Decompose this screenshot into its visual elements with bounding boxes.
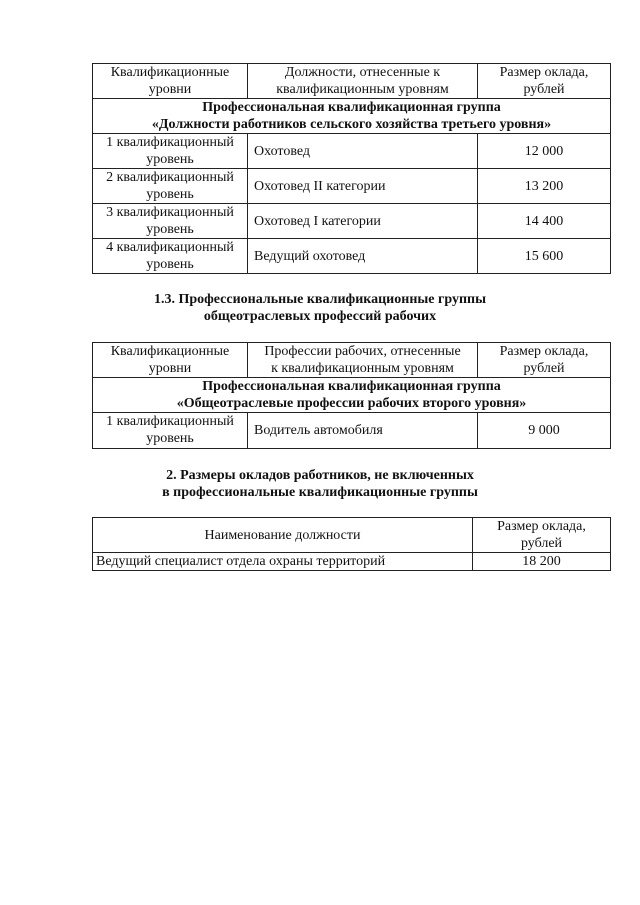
position-name: Охотовед [248, 134, 478, 169]
table-row [93, 239, 611, 274]
section-1-3-heading: 1.3. Профессиональные квалификационные группы общеотраслевых профессий рабочих [153, 292, 487, 324]
profession-name: Водитель автомобиля [248, 413, 478, 449]
qualification-level: 2 квалификационный уровень [93, 169, 248, 204]
table-row [93, 134, 611, 169]
salary-value: 9 000 [478, 413, 611, 449]
position-name: Охотовед I категории [248, 204, 478, 239]
salary-value: 15 600 [478, 239, 611, 274]
group-row [93, 378, 611, 413]
table-3-header-row [93, 518, 611, 553]
table-row [93, 553, 611, 571]
header-professions: Профессии рабочих, отнесенные к квалификационным уровням [248, 343, 478, 378]
table-row [93, 204, 611, 239]
group-title: Профессиональная квалификационная группа «Должности работников сельского хозяйства третьего уровня» [93, 99, 611, 134]
position-name: Ведущий специалист отдела охраны территорий [93, 553, 473, 571]
qualification-level: 4 квалификационный уровень [93, 239, 248, 274]
group-row [93, 99, 611, 134]
salary-value: 14 400 [478, 204, 611, 239]
qualification-level: 3 квалификационный уровень [93, 204, 248, 239]
group-title: Профессиональная квалификационная группа «Общеотраслевые профессии рабочих второго уровня» [93, 378, 611, 413]
table-2-salaries-workers [92, 342, 611, 449]
position-name: Ведущий охотовед [248, 239, 478, 274]
header-levels: Квалификационные уровни [93, 343, 248, 378]
table-1-salaries-hunting [92, 63, 611, 274]
qualification-level: 1 квалификационный уровень [93, 413, 248, 449]
table-1-header-row [93, 64, 611, 99]
table-row [93, 413, 611, 449]
table-3-salaries-other [92, 517, 611, 571]
header-salary: Размер оклада, рублей [478, 64, 611, 99]
salary-value: 12 000 [478, 134, 611, 169]
salary-value: 13 200 [478, 169, 611, 204]
qualification-level: 1 квалификационный уровень [93, 134, 248, 169]
header-position-name: Наименование должности [93, 518, 473, 553]
salary-value: 18 200 [473, 553, 611, 571]
table-row [93, 169, 611, 204]
position-name: Охотовед II категории [248, 169, 478, 204]
header-positions: Должности, отнесенные к квалификационным уровням [248, 64, 478, 99]
header-salary: Размер оклада, рублей [478, 343, 611, 378]
header-levels: Квалификационные уровни [93, 64, 248, 99]
table-2-header-row [93, 343, 611, 378]
section-2-heading: 2. Размеры окладов работников, не включенных в профессиональные квалификационные группы [162, 468, 478, 500]
header-salary: Размер оклада, рублей [473, 518, 611, 553]
